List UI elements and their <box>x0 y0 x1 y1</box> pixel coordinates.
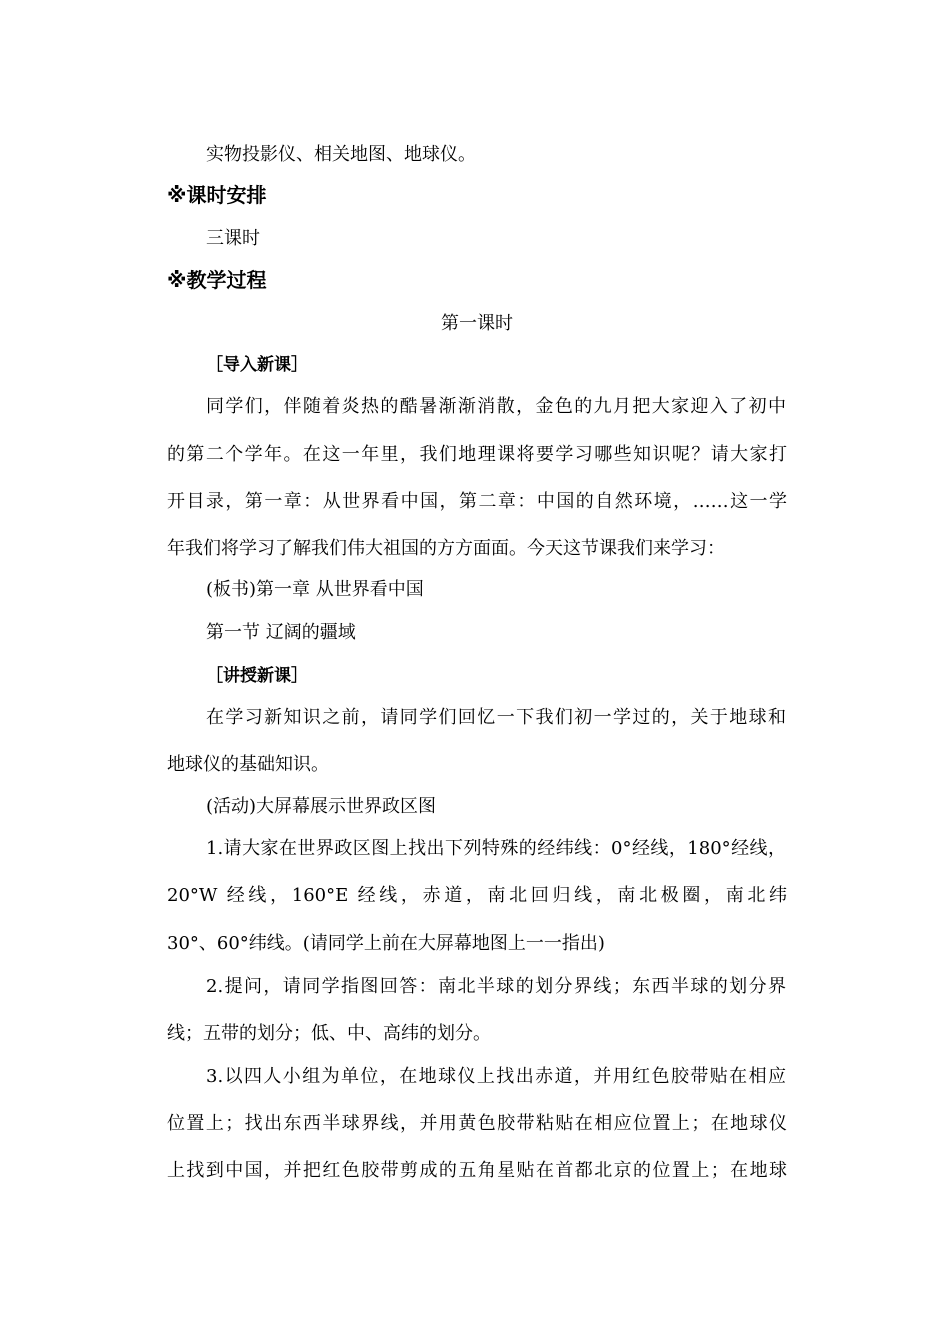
item1-line: 20°W 经线，160°E 经线，赤道，南北回归线，南北极圈，南北纬 <box>167 885 787 906</box>
intro-line: 年我们将学习了解我们伟大祖国的方方面面。今天这节课我们来学习： <box>167 538 725 559</box>
teach-section-label: ［讲授新课］ <box>206 666 308 686</box>
process-heading: ※教学过程 <box>167 268 267 292</box>
board-note: (板书)第一章 从世界看中国 <box>206 579 424 600</box>
lesson-title: 第一课时 <box>441 313 513 334</box>
intro-line: 的第二个学年。在这一年里，我们地理课将要学习哪些知识呢？请大家打 <box>167 444 787 465</box>
item2-line: 2.提问，请同学指图回答：南北半球的划分界线；东西半球的划分界 <box>206 976 786 997</box>
intro-section-label: ［导入新课］ <box>206 355 308 375</box>
item2-line: 线；五带的划分；低、中、高纬的划分。 <box>167 1023 491 1044</box>
activity-note: (活动)大屏幕展示世界政区图 <box>206 796 437 817</box>
intro-line: 同学们，伴随着炎热的酷暑渐渐消散，金色的九月把大家迎入了初中 <box>206 396 786 417</box>
item3-line: 上找到中国，并把红色胶带剪成的五角星贴在首都北京的位置上；在地球 <box>167 1160 787 1181</box>
item1-line: 1.请大家在世界政区图上找出下列特殊的经纬线：0°经线，180°经线， <box>206 838 786 859</box>
item3-line: 位置上；找出东西半球界线，并用黄色胶带粘贴在相应位置上；在地球仪 <box>167 1113 787 1134</box>
intro-line: 开目录，第一章：从世界看中国，第二章：中国的自然环境，……这一学 <box>167 491 787 512</box>
schedule-heading: ※课时安排 <box>167 183 267 207</box>
materials-text: 实物投影仪、相关地图、地球仪。 <box>206 144 476 165</box>
review-line: 在学习新知识之前，请同学们回忆一下我们初一学过的，关于地球和 <box>206 707 786 728</box>
schedule-value: 三课时 <box>206 228 260 249</box>
item3-line: 3.以四人小组为单位，在地球仪上找出赤道，并用红色胶带贴在相应 <box>206 1066 786 1087</box>
item1-line: 30°、60°纬线。(请同学上前在大屏幕地图上一一指出) <box>167 933 605 954</box>
section-title: 第一节 辽阔的疆域 <box>206 622 356 643</box>
review-line: 地球仪的基础知识。 <box>167 754 329 775</box>
